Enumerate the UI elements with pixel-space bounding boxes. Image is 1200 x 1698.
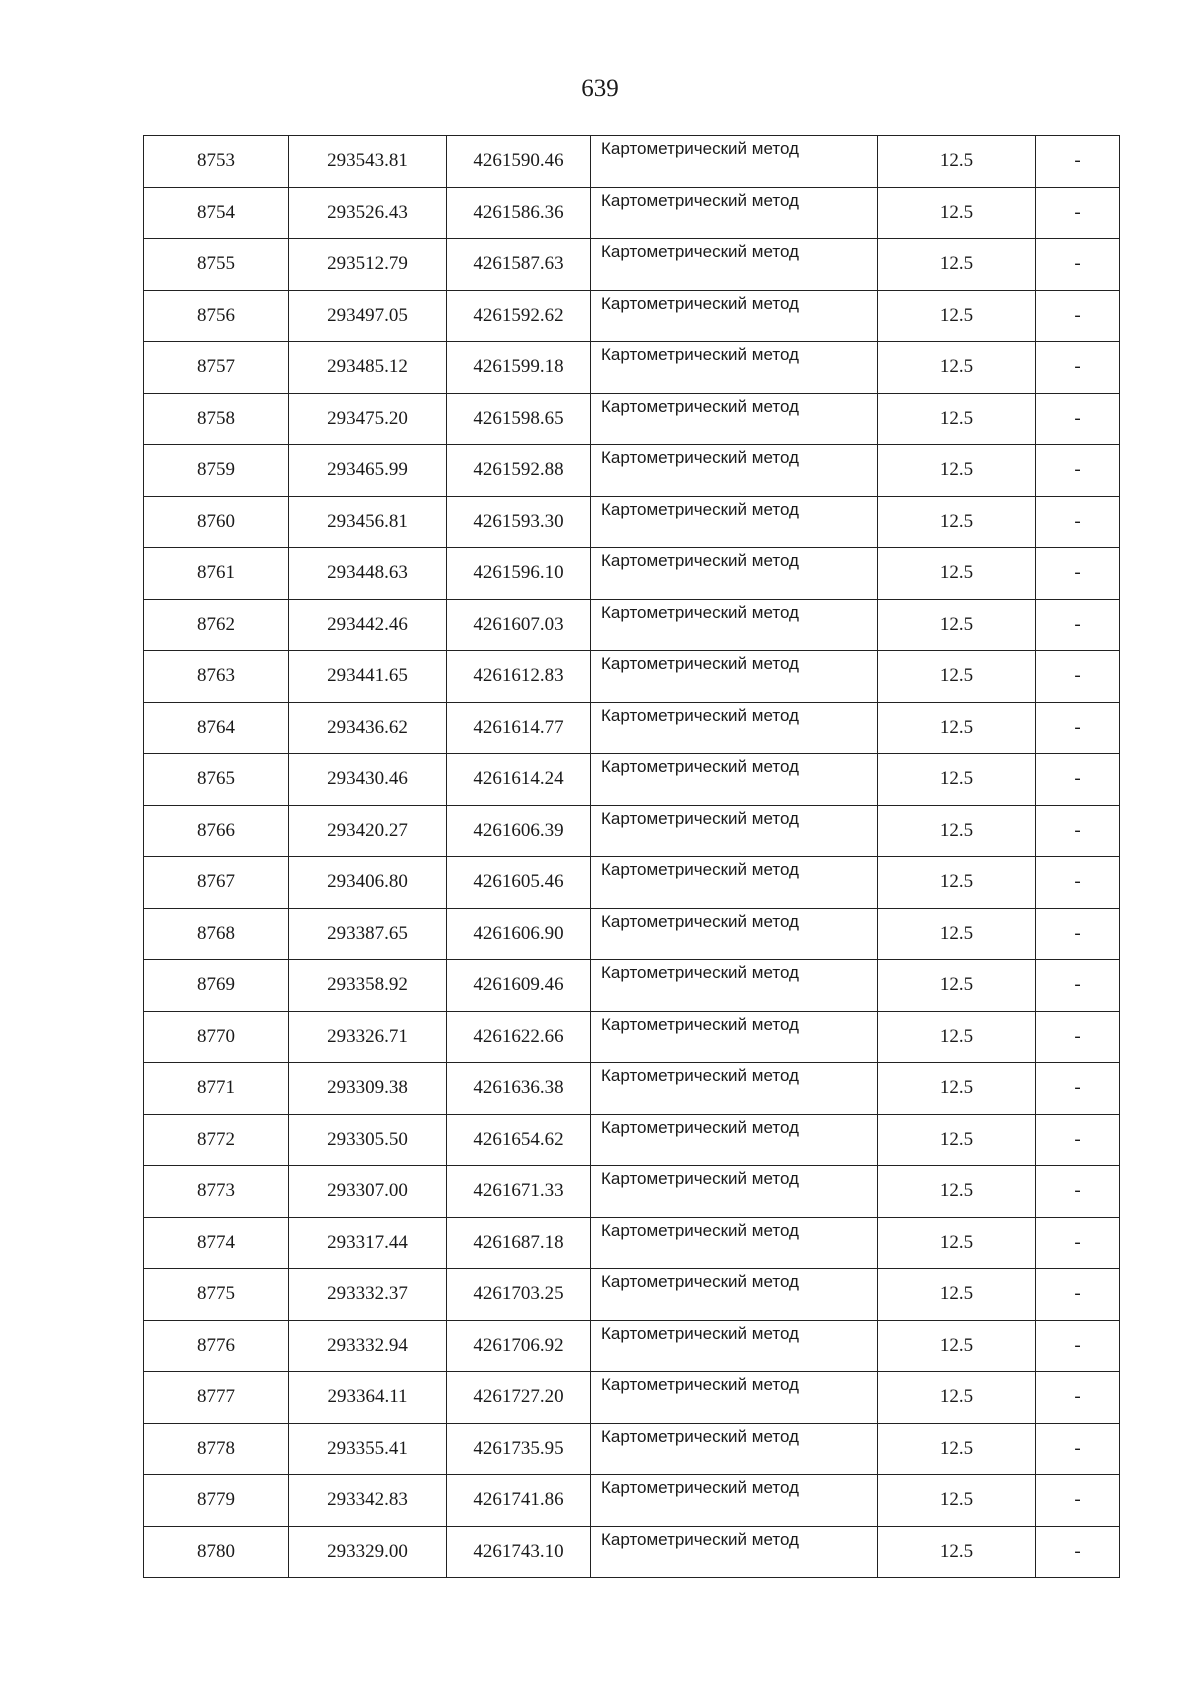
y-coordinate-cell: 4261586.36 (447, 187, 591, 239)
note-cell: - (1036, 239, 1120, 291)
table-row (144, 754, 1120, 806)
method-cell: Картометрический метод (591, 1423, 878, 1475)
y-coordinate-cell: 4261606.39 (447, 805, 591, 857)
y-coordinate-cell: 4261706.92 (447, 1320, 591, 1372)
accuracy-cell: 12.5 (878, 548, 1036, 600)
table-row (144, 857, 1120, 909)
method-cell: Картометрический метод (591, 496, 878, 548)
x-coordinate-cell: 293456.81 (289, 496, 447, 548)
table-row (144, 239, 1120, 291)
accuracy-cell: 12.5 (878, 805, 1036, 857)
y-coordinate-cell: 4261598.65 (447, 393, 591, 445)
table-row (144, 960, 1120, 1012)
note-cell: - (1036, 1011, 1120, 1063)
note-cell: - (1036, 1166, 1120, 1218)
x-coordinate-cell: 293465.99 (289, 445, 447, 497)
x-coordinate-cell: 293406.80 (289, 857, 447, 909)
method-cell: Картометрический метод (591, 1114, 878, 1166)
accuracy-cell: 12.5 (878, 651, 1036, 703)
note-cell: - (1036, 754, 1120, 806)
method-cell: Картометрический метод (591, 445, 878, 497)
x-coordinate-cell: 293497.05 (289, 290, 447, 342)
table-row (144, 290, 1120, 342)
method-cell: Картометрический метод (591, 1526, 878, 1578)
method-cell: Картометрический метод (591, 908, 878, 960)
table-row (144, 393, 1120, 445)
y-coordinate-cell: 4261614.24 (447, 754, 591, 806)
method-cell: Картометрический метод (591, 1011, 878, 1063)
x-coordinate-cell: 293309.38 (289, 1063, 447, 1115)
point-number-cell: 8756 (144, 290, 289, 342)
accuracy-cell: 12.5 (878, 1217, 1036, 1269)
point-number-cell: 8774 (144, 1217, 289, 1269)
table-row (144, 651, 1120, 703)
accuracy-cell: 12.5 (878, 496, 1036, 548)
y-coordinate-cell: 4261735.95 (447, 1423, 591, 1475)
accuracy-cell: 12.5 (878, 702, 1036, 754)
method-cell: Картометрический метод (591, 290, 878, 342)
point-number-cell: 8769 (144, 960, 289, 1012)
table-row (144, 1526, 1120, 1578)
accuracy-cell: 12.5 (878, 1269, 1036, 1321)
y-coordinate-cell: 4261592.62 (447, 290, 591, 342)
note-cell: - (1036, 1217, 1120, 1269)
y-coordinate-cell: 4261596.10 (447, 548, 591, 600)
y-coordinate-cell: 4261606.90 (447, 908, 591, 960)
accuracy-cell: 12.5 (878, 908, 1036, 960)
method-cell: Картометрический метод (591, 393, 878, 445)
point-number-cell: 8762 (144, 599, 289, 651)
x-coordinate-cell: 293475.20 (289, 393, 447, 445)
x-coordinate-cell: 293448.63 (289, 548, 447, 600)
y-coordinate-cell: 4261687.18 (447, 1217, 591, 1269)
accuracy-cell: 12.5 (878, 342, 1036, 394)
accuracy-cell: 12.5 (878, 1063, 1036, 1115)
note-cell: - (1036, 702, 1120, 754)
method-cell: Картометрический метод (591, 857, 878, 909)
y-coordinate-cell: 4261599.18 (447, 342, 591, 394)
note-cell: - (1036, 393, 1120, 445)
y-coordinate-cell: 4261727.20 (447, 1372, 591, 1424)
note-cell: - (1036, 445, 1120, 497)
note-cell: - (1036, 805, 1120, 857)
x-coordinate-cell: 293436.62 (289, 702, 447, 754)
x-coordinate-cell: 293512.79 (289, 239, 447, 291)
x-coordinate-cell: 293332.94 (289, 1320, 447, 1372)
accuracy-cell: 12.5 (878, 1166, 1036, 1218)
method-cell: Картометрический метод (591, 1217, 878, 1269)
method-cell: Картометрический метод (591, 1320, 878, 1372)
note-cell: - (1036, 1526, 1120, 1578)
table-row (144, 702, 1120, 754)
point-number-cell: 8753 (144, 136, 289, 188)
x-coordinate-cell: 293485.12 (289, 342, 447, 394)
x-coordinate-cell: 293442.46 (289, 599, 447, 651)
note-cell: - (1036, 1475, 1120, 1527)
page-number: 639 (581, 75, 619, 102)
y-coordinate-cell: 4261614.77 (447, 702, 591, 754)
y-coordinate-cell: 4261671.33 (447, 1166, 591, 1218)
note-cell: - (1036, 651, 1120, 703)
accuracy-cell: 12.5 (878, 136, 1036, 188)
x-coordinate-cell: 293326.71 (289, 1011, 447, 1063)
method-cell: Картометрический метод (591, 1372, 878, 1424)
point-number-cell: 8777 (144, 1372, 289, 1424)
point-number-cell: 8765 (144, 754, 289, 806)
method-cell: Картометрический метод (591, 805, 878, 857)
table-row (144, 599, 1120, 651)
point-number-cell: 8754 (144, 187, 289, 239)
point-number-cell: 8778 (144, 1423, 289, 1475)
x-coordinate-cell: 293358.92 (289, 960, 447, 1012)
method-cell: Картометрический метод (591, 599, 878, 651)
method-cell: Картометрический метод (591, 651, 878, 703)
y-coordinate-cell: 4261592.88 (447, 445, 591, 497)
method-cell: Картометрический метод (591, 342, 878, 394)
note-cell: - (1036, 496, 1120, 548)
x-coordinate-cell: 293317.44 (289, 1217, 447, 1269)
point-number-cell: 8770 (144, 1011, 289, 1063)
x-coordinate-cell: 293420.27 (289, 805, 447, 857)
coordinates-table (143, 135, 1120, 1578)
point-number-cell: 8760 (144, 496, 289, 548)
note-cell: - (1036, 342, 1120, 394)
method-cell: Картометрический метод (591, 1475, 878, 1527)
y-coordinate-cell: 4261590.46 (447, 136, 591, 188)
accuracy-cell: 12.5 (878, 1526, 1036, 1578)
point-number-cell: 8766 (144, 805, 289, 857)
method-cell: Картометрический метод (591, 187, 878, 239)
method-cell: Картометрический метод (591, 548, 878, 600)
point-number-cell: 8780 (144, 1526, 289, 1578)
note-cell: - (1036, 1320, 1120, 1372)
method-cell: Картометрический метод (591, 239, 878, 291)
x-coordinate-cell: 293364.11 (289, 1372, 447, 1424)
table-row (144, 445, 1120, 497)
accuracy-cell: 12.5 (878, 1423, 1036, 1475)
table-row (144, 1423, 1120, 1475)
x-coordinate-cell: 293305.50 (289, 1114, 447, 1166)
accuracy-cell: 12.5 (878, 187, 1036, 239)
method-cell: Картометрический метод (591, 136, 878, 188)
point-number-cell: 8771 (144, 1063, 289, 1115)
table-row (144, 496, 1120, 548)
y-coordinate-cell: 4261622.66 (447, 1011, 591, 1063)
y-coordinate-cell: 4261587.63 (447, 239, 591, 291)
accuracy-cell: 12.5 (878, 960, 1036, 1012)
point-number-cell: 8761 (144, 548, 289, 600)
y-coordinate-cell: 4261703.25 (447, 1269, 591, 1321)
y-coordinate-cell: 4261636.38 (447, 1063, 591, 1115)
point-number-cell: 8755 (144, 239, 289, 291)
accuracy-cell: 12.5 (878, 1475, 1036, 1527)
accuracy-cell: 12.5 (878, 1114, 1036, 1166)
accuracy-cell: 12.5 (878, 754, 1036, 806)
x-coordinate-cell: 293307.00 (289, 1166, 447, 1218)
y-coordinate-cell: 4261607.03 (447, 599, 591, 651)
point-number-cell: 8758 (144, 393, 289, 445)
point-number-cell: 8764 (144, 702, 289, 754)
table-row (144, 805, 1120, 857)
y-coordinate-cell: 4261605.46 (447, 857, 591, 909)
table-row (144, 1320, 1120, 1372)
note-cell: - (1036, 960, 1120, 1012)
table-row (144, 1011, 1120, 1063)
x-coordinate-cell: 293329.00 (289, 1526, 447, 1578)
table-row (144, 1114, 1120, 1166)
table-row (144, 1372, 1120, 1424)
note-cell: - (1036, 1372, 1120, 1424)
accuracy-cell: 12.5 (878, 239, 1036, 291)
accuracy-cell: 12.5 (878, 1320, 1036, 1372)
point-number-cell: 8763 (144, 651, 289, 703)
note-cell: - (1036, 1114, 1120, 1166)
table-row (144, 1063, 1120, 1115)
x-coordinate-cell: 293430.46 (289, 754, 447, 806)
table-row (144, 1166, 1120, 1218)
note-cell: - (1036, 908, 1120, 960)
table-row (144, 908, 1120, 960)
accuracy-cell: 12.5 (878, 1011, 1036, 1063)
point-number-cell: 8767 (144, 857, 289, 909)
table-row (144, 1475, 1120, 1527)
note-cell: - (1036, 136, 1120, 188)
accuracy-cell: 12.5 (878, 599, 1036, 651)
x-coordinate-cell: 293441.65 (289, 651, 447, 703)
x-coordinate-cell: 293342.83 (289, 1475, 447, 1527)
method-cell: Картометрический метод (591, 960, 878, 1012)
y-coordinate-cell: 4261609.46 (447, 960, 591, 1012)
y-coordinate-cell: 4261593.30 (447, 496, 591, 548)
point-number-cell: 8768 (144, 908, 289, 960)
table-row (144, 187, 1120, 239)
table-row (144, 1217, 1120, 1269)
x-coordinate-cell: 293387.65 (289, 908, 447, 960)
y-coordinate-cell: 4261612.83 (447, 651, 591, 703)
accuracy-cell: 12.5 (878, 445, 1036, 497)
accuracy-cell: 12.5 (878, 290, 1036, 342)
y-coordinate-cell: 4261741.86 (447, 1475, 591, 1527)
table-row (144, 548, 1120, 600)
x-coordinate-cell: 293543.81 (289, 136, 447, 188)
x-coordinate-cell: 293526.43 (289, 187, 447, 239)
y-coordinate-cell: 4261743.10 (447, 1526, 591, 1578)
method-cell: Картометрический метод (591, 754, 878, 806)
method-cell: Картометрический метод (591, 1269, 878, 1321)
point-number-cell: 8772 (144, 1114, 289, 1166)
point-number-cell: 8775 (144, 1269, 289, 1321)
x-coordinate-cell: 293332.37 (289, 1269, 447, 1321)
accuracy-cell: 12.5 (878, 1372, 1036, 1424)
x-coordinate-cell: 293355.41 (289, 1423, 447, 1475)
table-row (144, 342, 1120, 394)
coordinates-table-body (144, 136, 1120, 1578)
note-cell: - (1036, 1423, 1120, 1475)
y-coordinate-cell: 4261654.62 (447, 1114, 591, 1166)
point-number-cell: 8779 (144, 1475, 289, 1527)
point-number-cell: 8759 (144, 445, 289, 497)
note-cell: - (1036, 1063, 1120, 1115)
note-cell: - (1036, 290, 1120, 342)
table-row (144, 1269, 1120, 1321)
method-cell: Картометрический метод (591, 1166, 878, 1218)
note-cell: - (1036, 1269, 1120, 1321)
point-number-cell: 8776 (144, 1320, 289, 1372)
note-cell: - (1036, 187, 1120, 239)
accuracy-cell: 12.5 (878, 393, 1036, 445)
point-number-cell: 8757 (144, 342, 289, 394)
note-cell: - (1036, 548, 1120, 600)
method-cell: Картометрический метод (591, 702, 878, 754)
point-number-cell: 8773 (144, 1166, 289, 1218)
accuracy-cell: 12.5 (878, 857, 1036, 909)
note-cell: - (1036, 857, 1120, 909)
method-cell: Картометрический метод (591, 1063, 878, 1115)
note-cell: - (1036, 599, 1120, 651)
table-row (144, 136, 1120, 188)
